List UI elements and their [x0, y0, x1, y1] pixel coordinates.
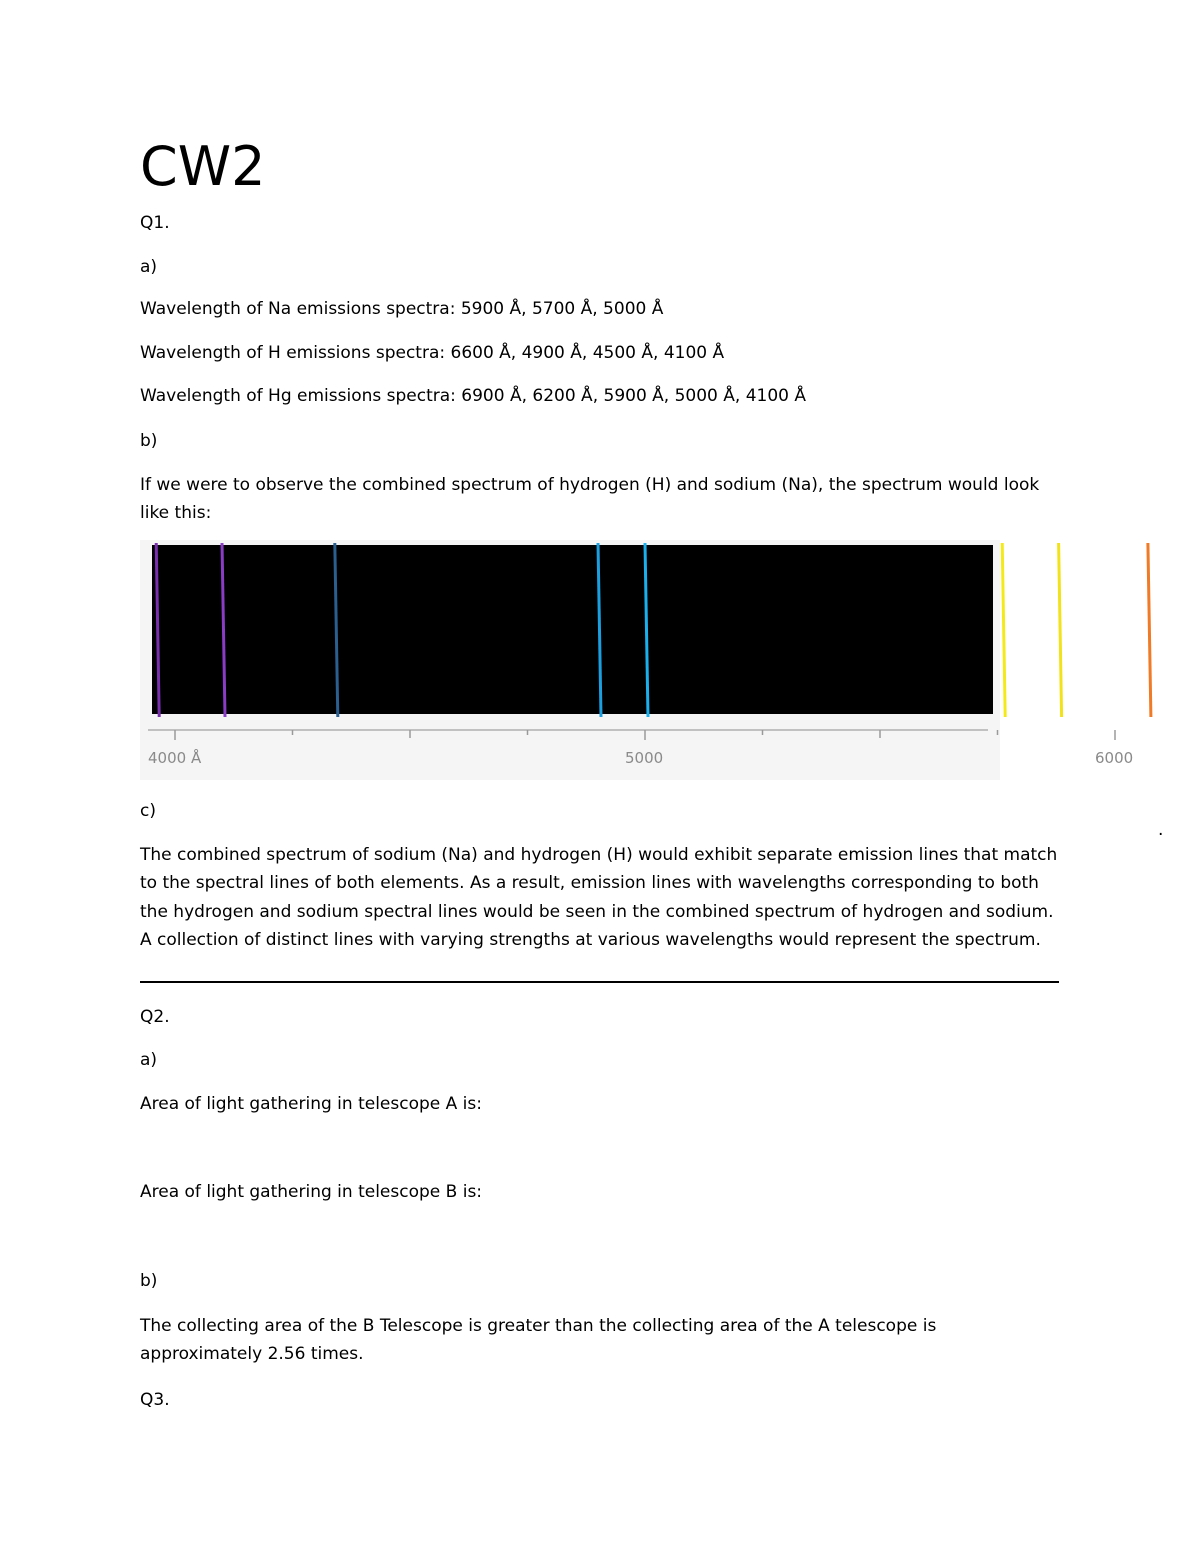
na-wavelength-line: Wavelength of Na emissions spectra: 5900 Å, 5700 Å, 5000 Å [140, 299, 664, 319]
q1-b-paragraph: If we were to observe the combined spectrum of hydrogen (H) and sodium (Na), the spectrum would look like this: [140, 475, 1040, 524]
document-title: CW2 [140, 135, 266, 198]
q1-a-label: a) [140, 257, 158, 277]
q2-a-label: a) [140, 1050, 158, 1070]
emission-line-5880 [1059, 543, 1062, 717]
q2-b-paragraph: The collecting area of the B Telescope is greater than the collecting area of the A telescope is approximately 2.56 times. [140, 1316, 937, 1365]
q1-c-label: c) [140, 801, 156, 821]
q1-heading: Q1. [140, 213, 170, 233]
q1-b-label: b) [140, 431, 158, 451]
telescope-b-area-line: Area of light gathering in telescope B is: [140, 1182, 483, 1202]
tick-label-6000: 6000 [1095, 749, 1134, 767]
spectrum-figure [140, 540, 1134, 780]
spectrum-band [152, 545, 993, 714]
q2-heading: Q2. [140, 1007, 170, 1027]
q3-heading: Q3. [140, 1390, 170, 1410]
emission-line-5760 [1002, 543, 1005, 717]
spectrum-svg [140, 540, 1134, 780]
emission-line-6070 [1148, 543, 1151, 717]
stray-dot: . [1158, 820, 1164, 840]
tick-label-5000: 5000 [625, 749, 664, 767]
tick-label-4000: 4000 Å [148, 749, 202, 767]
q1-c-paragraph: The combined spectrum of sodium (Na) and hydrogen (H) would exhibit separate emission lines that match to the spectral lines of both elements. As a result, emission lines with wavelengths corresponding to both the hydrogen and sodium spectral lines would be seen in the combined spectrum of hydrogen and sodium. A collection of distinct lines with varying strengths at various wavelengths would represent the spectrum. [140, 845, 1058, 951]
hg-wavelength-line: Wavelength of Hg emissions spectra: 6900 Å, 6200 Å, 5900 Å, 5000 Å, 4100 Å [140, 386, 807, 406]
section-divider [140, 981, 1059, 983]
q2-b-label: b) [140, 1271, 158, 1291]
h-wavelength-line: Wavelength of H emissions spectra: 6600 Å, 4900 Å, 4500 Å, 4100 Å [140, 343, 725, 363]
telescope-a-area-line: Area of light gathering in telescope A is: [140, 1094, 482, 1114]
